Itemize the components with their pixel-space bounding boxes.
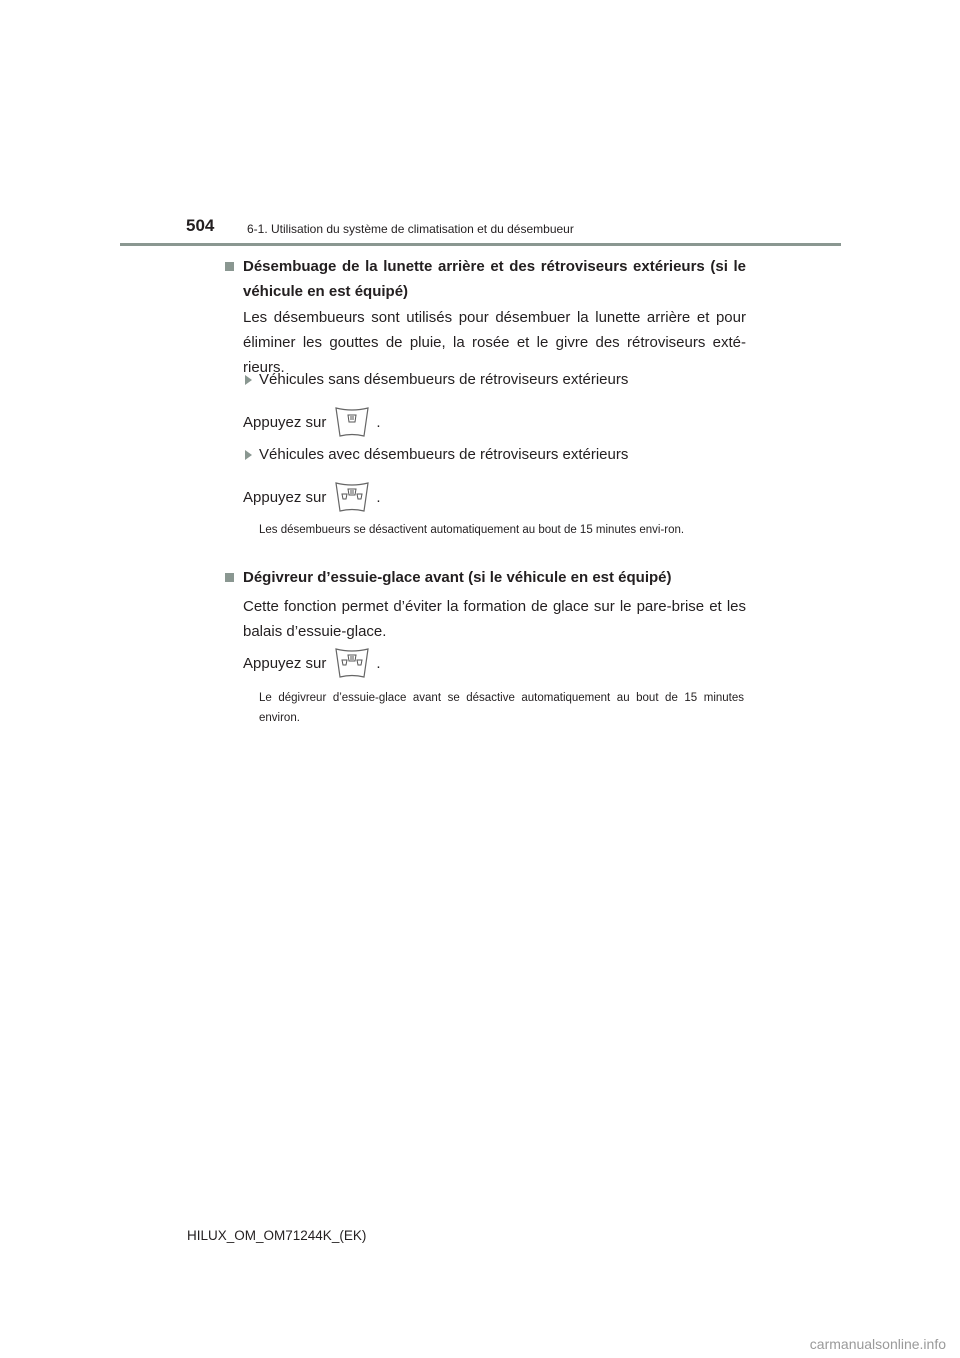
rear-defogger-icon [334, 406, 370, 438]
header-rule [120, 243, 841, 246]
press-text: Appuyez sur [243, 654, 327, 672]
period: . [376, 413, 381, 431]
press-text: Appuyez sur [243, 413, 327, 431]
rear-mirror-defogger-icon [334, 647, 370, 679]
rear-mirror-defogger-icon [334, 481, 370, 513]
press-instruction [243, 406, 381, 438]
section-bullet [225, 573, 234, 582]
press-text: Appuyez sur [243, 488, 327, 506]
note-text: Le dégivreur d’essuie-glace avant se désactive automatiquement au bout de 15 minutes environ. [259, 692, 744, 724]
watermark: carmanualsonline.info [809, 1336, 946, 1352]
section-title: 6-1. Utilisation du système de climatisation et du désembueur [247, 222, 574, 236]
body-paragraph: Cette fonction permet d’éviter la formation de glace sur le pare-brise et les balais d’essuie-glace. [243, 598, 746, 640]
case-label: Véhicules sans désembueurs de rétroviseurs extérieurs [259, 371, 629, 388]
period: . [376, 654, 381, 672]
section-bullet [225, 262, 234, 271]
document-code: HILUX_OM_OM71244K_(EK) [187, 1228, 367, 1243]
page-number: 504 [186, 216, 215, 235]
press-instruction [243, 481, 381, 513]
body-paragraph: Les désembueurs sont utilisés pour désembuer la lunette arrière et pour éliminer les gouttes de pluie, la rosée et le givre des rétroviseurs exté-rieurs. [243, 309, 746, 376]
section-heading: Dégivreur d’essuie-glace avant (si le véhicule en est équipé) [243, 569, 672, 586]
case-label: Véhicules avec désembueurs de rétroviseurs extérieurs [259, 446, 629, 463]
case-arrow-icon [245, 450, 252, 460]
case-arrow-icon [245, 375, 252, 385]
period: . [376, 488, 381, 506]
note-text: Les désembueurs se désactivent automatiquement au bout de 15 minutes envi-ron. [259, 524, 685, 536]
press-instruction [243, 647, 381, 679]
section-heading: Désembuage de la lunette arrière et des rétroviseurs extérieurs (si le véhicule en est équipé) [243, 258, 746, 300]
